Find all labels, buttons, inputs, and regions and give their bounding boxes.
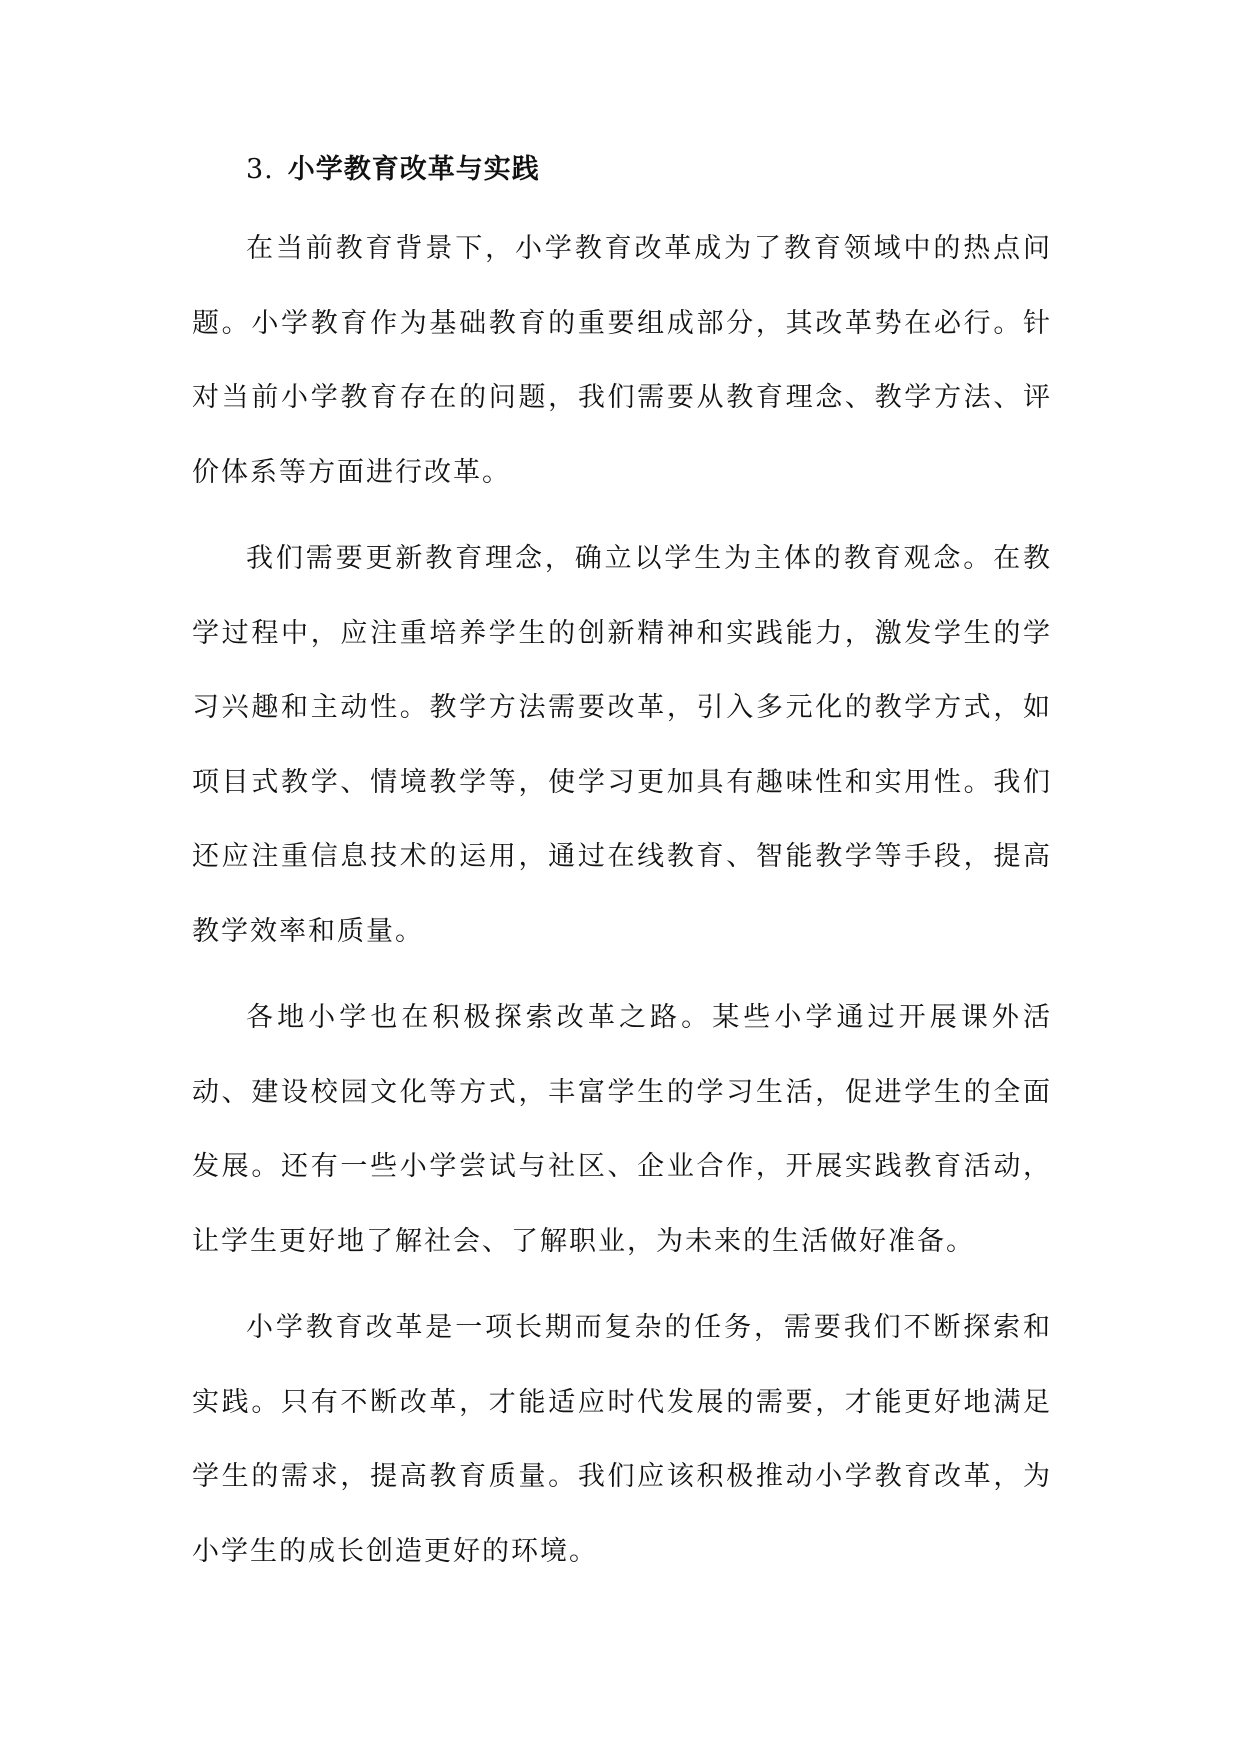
paragraph-1: 在当前教育背景下，小学教育改革成为了教育领域中的热点问题。小学教育作为基础教育的重要组成部分，其改革势在必行。针对当前小学教育存在的问题，我们需要从教育理念、教学方法、评价体系等方面进行改革。 bbox=[192, 233, 1052, 488]
section-heading bbox=[246, 140, 1052, 200]
paragraph-4: 小学教育改革是一项长期而复杂的任务，需要我们不断探索和实践。只有不断改革，才能适应时代发展的需要，才能更好地满足学生的需求，提高教育质量。我们应该积极推动小学教育改革，为小学生的成长创造更好的环境。 bbox=[192, 1312, 1052, 1567]
paragraph-2: 我们需要更新教育理念，确立以学生为主体的教育观念。在教学过程中，应注重培养学生的创新精神和实践能力，激发学生的学习兴趣和主动性。教学方法需要改革，引入多元化的教学方式，如项目式教学、情境教学等，使学习更加具有趣味性和实用性。我们还应注重信息技术的运用，通过在线教育、智能教学等手段，提高教学效率和质量。 bbox=[192, 543, 1052, 947]
section-number: 3. bbox=[246, 154, 274, 185]
document-body bbox=[192, 140, 1052, 1589]
paragraph-3: 各地小学也在积极探索改革之路。某些小学通过开展课外活动、建设校园文化等方式，丰富学生的学习生活，促进学生的全面发展。还有一些小学尝试与社区、企业合作，开展实践教育活动，让学生更好地了解社会、了解职业，为未来的生活做好准备。 bbox=[192, 1002, 1052, 1257]
section-title: 小学教育改革与实践 bbox=[287, 154, 540, 185]
